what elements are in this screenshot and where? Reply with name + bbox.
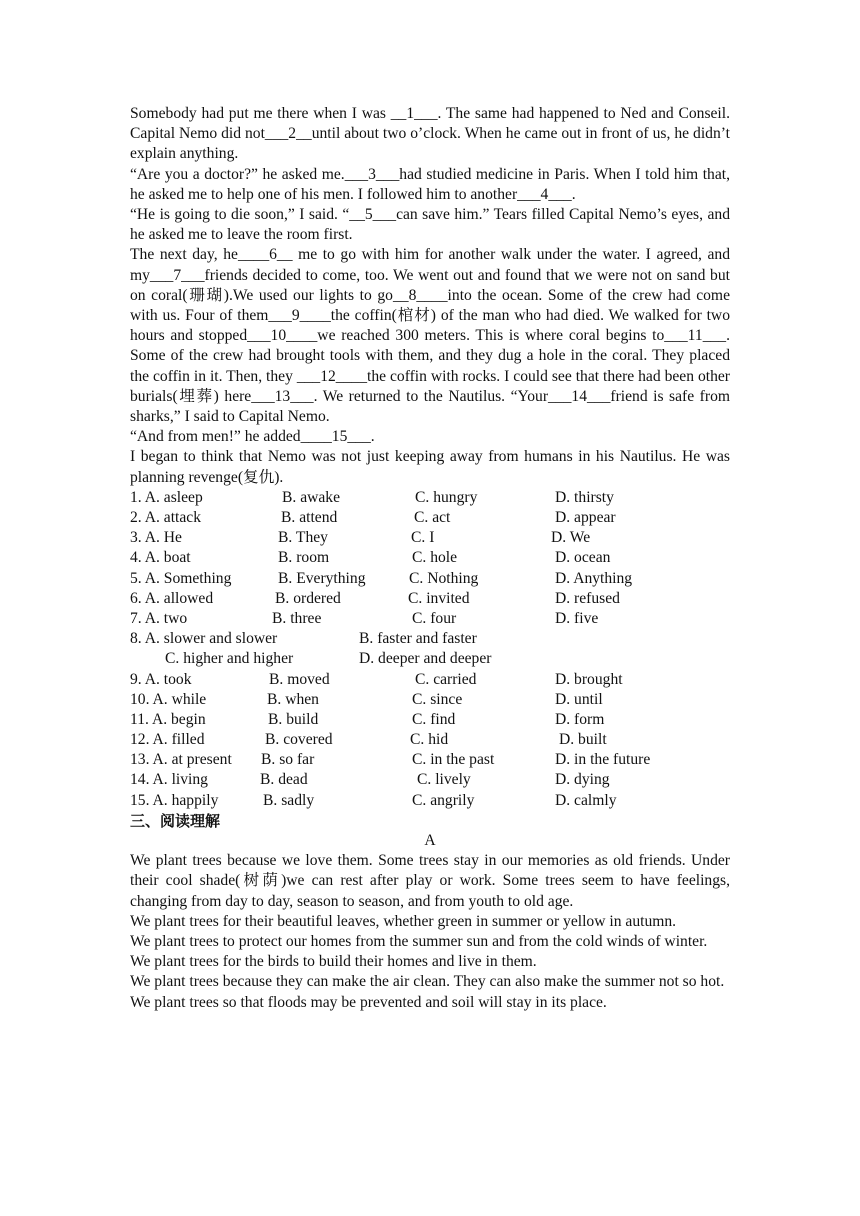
- reading-passage: [130, 851, 730, 1013]
- option-b: B. sadly: [263, 791, 315, 809]
- option-row: [130, 670, 730, 690]
- passage-paragraph: “And from men!” he added____15___.: [130, 428, 375, 446]
- option-b: B. three: [272, 609, 322, 627]
- option-d: D. Anything: [555, 569, 633, 587]
- passage-paragraph: “He is going to die soon,” I said. “__5___can save him.” Tears filled Capital Nemo’s eyes, and he asked me to leave the room first.: [130, 206, 730, 244]
- option-a: 4. A. boat: [130, 549, 191, 567]
- option-a: 14. A. living: [130, 771, 208, 789]
- option-row: [130, 649, 730, 669]
- option-b: B. so far: [261, 751, 315, 769]
- option-row: [130, 730, 730, 750]
- option-row: [130, 770, 730, 790]
- option-a: 12. A. filled: [130, 731, 205, 749]
- option-b: B. dead: [260, 771, 308, 789]
- option-b: B. moved: [269, 670, 330, 688]
- option-c: C. act: [414, 509, 451, 527]
- option-a: 13. A. at present: [130, 751, 232, 769]
- option-c: C. find: [412, 710, 456, 728]
- option-a: 8. A. slower and slower: [130, 630, 278, 648]
- option-c: C. four: [412, 609, 457, 627]
- option-b: B. attend: [281, 509, 338, 527]
- option-a: 7. A. two: [130, 609, 188, 627]
- option-d: D. refused: [555, 589, 620, 607]
- option-c: C. I: [411, 529, 435, 547]
- option-a: 10. A. while: [130, 690, 207, 708]
- option-c: C. lively: [417, 771, 471, 789]
- passage-paragraph: “Are you a doctor?” he asked me.___3___had studied medicine in Paris. When I told him that, he asked me to help one of his men. I followed him to another___4___.: [130, 165, 730, 203]
- option-a: 3. A. He: [130, 529, 182, 547]
- option-c: C. hungry: [415, 488, 478, 506]
- passage-paragraph: The next day, he____6__ me to go with him for another walk under the water. I agreed, and my___7___friends decided to come, too. We went out and found that we were not on sand but on coral(珊瑚).We used our lights to go__8____into the ocean. Some of the crew had come with us. Four of them___9____the coffin(棺材) of the man who had died. We walked for two hours and stopped___10____we reached 300 meters. This is where coral begins to___11___. Some of the crew had brought tools with them, and they dug a hole in the coral. They placed the coffin in it. Then, they ___12____the coffin with rocks. I could see that there had been other burials(埋葬) here___13___. We returned to the Nautilus. “Your___14___friend is safe from sharks,” I said to Capital Nemo.: [130, 246, 730, 426]
- section-heading: 三、阅读理解: [130, 811, 221, 830]
- option-d: D. form: [555, 710, 605, 728]
- option-row: [130, 791, 730, 811]
- option-b: B. when: [267, 690, 319, 708]
- option-row: [130, 690, 730, 710]
- option-row: [130, 569, 730, 589]
- option-a: 1. A. asleep: [130, 488, 203, 506]
- option-d: D. in the future: [555, 751, 651, 769]
- option-c: C. hid: [410, 731, 449, 749]
- reading-paragraph: We plant trees because they can make the air clean. They can also make the summer not so hot.: [130, 973, 725, 991]
- option-d: D. appear: [555, 509, 616, 527]
- option-b: B. faster and faster: [359, 630, 477, 648]
- option-d: D. brought: [555, 670, 623, 688]
- option-a: 15. A. happily: [130, 791, 219, 809]
- option-d: D. thirsty: [555, 488, 614, 506]
- reading-paragraph: We plant trees so that floods may be prevented and soil will stay in its place.: [130, 993, 607, 1011]
- option-row: [130, 609, 730, 629]
- passage-paragraph: I began to think that Nemo was not just keeping away from humans in his Nautilus. He was planning revenge(复仇).: [130, 448, 730, 486]
- option-d: D. dying: [555, 771, 610, 789]
- option-row: [130, 528, 730, 548]
- reading-passage-label: A: [424, 832, 436, 850]
- option-b: B. room: [278, 549, 330, 567]
- option-d: D. ocean: [555, 549, 611, 567]
- option-c: C. angrily: [412, 791, 475, 809]
- option-a: 2. A. attack: [130, 509, 202, 527]
- option-c: C. hole: [412, 549, 458, 567]
- option-c: C. invited: [408, 589, 470, 607]
- option-a: 5. A. Something: [130, 569, 232, 587]
- option-d: D. until: [555, 690, 603, 708]
- option-b: B. ordered: [275, 589, 341, 607]
- option-b: B. awake: [282, 488, 341, 506]
- option-c: C. in the past: [412, 751, 495, 769]
- option-row: [130, 548, 730, 568]
- option-row: [130, 710, 730, 730]
- option-b: B. They: [278, 529, 328, 547]
- cloze-passage: [130, 104, 730, 488]
- answer-options: [130, 488, 730, 811]
- option-d: D. We: [551, 529, 591, 547]
- passage-paragraph: Somebody had put me there when I was __1___. The same had happened to Ned and Conseil. Capital Nemo did not___2__until about two o’clock. When he came out in front of us, he didn’t explain anything.: [130, 105, 730, 163]
- option-d: D. deeper and deeper: [359, 650, 492, 668]
- reading-paragraph: We plant trees to protect our homes from the summer sun and from the cold winds of winter.: [130, 933, 708, 951]
- option-b: B. covered: [265, 731, 333, 749]
- option-d: D. calmly: [555, 791, 617, 809]
- option-row: [130, 629, 730, 649]
- option-a: 9. A. took: [130, 670, 192, 688]
- option-b: B. Everything: [278, 569, 366, 587]
- reading-paragraph: We plant trees for their beautiful leaves, whether green in summer or yellow in autumn.: [130, 912, 677, 930]
- option-row: [130, 750, 730, 770]
- document-page: [130, 104, 730, 1013]
- option-c: C. carried: [415, 670, 477, 688]
- reading-paragraph: We plant trees because we love them. Some trees stay in our memories as old friends. Under their cool shade(树荫)we can rest after play or work. Some trees seem to have feelings, changing from day to day, season to season, and from youth to old age.: [130, 852, 730, 910]
- option-c: C. Nothing: [409, 569, 479, 587]
- option-c: C. since: [412, 690, 463, 708]
- reading-paragraph: We plant trees for the birds to build their homes and live in them.: [130, 953, 537, 971]
- option-row: [130, 508, 730, 528]
- option-c: C. higher and higher: [165, 650, 294, 668]
- option-d: D. built: [559, 731, 607, 749]
- option-a: 6. A. allowed: [130, 589, 214, 607]
- option-row: [130, 589, 730, 609]
- option-a: 11. A. begin: [130, 710, 206, 728]
- option-d: D. five: [555, 609, 599, 627]
- option-b: B. build: [268, 710, 319, 728]
- option-row: [130, 488, 730, 508]
